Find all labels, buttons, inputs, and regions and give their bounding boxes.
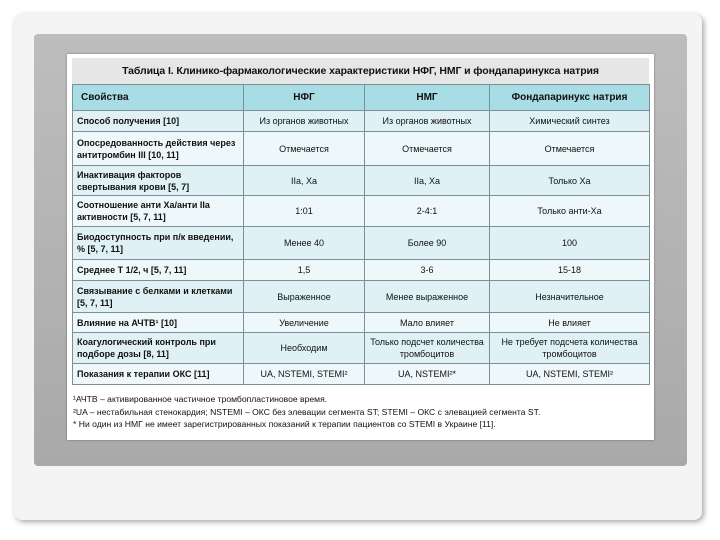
column-header: Свойства — [73, 85, 244, 111]
value-cell: Не требует подсчета количества тромбоцитов — [490, 333, 650, 364]
value-cell: Выраженное — [244, 281, 365, 313]
value-cell: IIа, Ха — [365, 166, 490, 196]
value-cell: Отмечается — [365, 132, 490, 166]
table-row — [73, 227, 650, 260]
value-cell: 2-4:1 — [365, 196, 490, 227]
property-cell: Связывание с белками и клетками [5, 7, 11] — [73, 281, 244, 313]
column-header: Фондапаринукс натрия — [490, 85, 650, 111]
property-cell: Биодоступность при п/к введении, % [5, 7, 11] — [73, 227, 244, 260]
property-cell: Влияние на АЧТВ¹ [10] — [73, 313, 244, 333]
property-cell: Показания к терапии ОКС [11] — [73, 364, 244, 385]
property-cell: Инактивация факторов свертывания крови [5, 7] — [73, 166, 244, 196]
property-cell: Среднее T 1/2, ч [5, 7, 11] — [73, 260, 244, 281]
value-cell: Отмечается — [244, 132, 365, 166]
table-row — [73, 260, 650, 281]
value-cell: UA, NSTEMI²* — [365, 364, 490, 385]
property-cell: Соотношение анти Ха/анти IIа активности [5, 7, 11] — [73, 196, 244, 227]
value-cell: Не влияет — [490, 313, 650, 333]
value-cell: Только подсчет количества тромбоцитов — [365, 333, 490, 364]
table-row — [73, 196, 650, 227]
value-cell: Мало влияет — [365, 313, 490, 333]
footnote: * Ни один из НМГ не имеет зарегистрированных показаний к терапии пациентов со STEMI в Украине [11]. — [73, 419, 496, 429]
column-header: НФГ — [244, 85, 365, 111]
table-row — [73, 364, 650, 385]
property-cell: Опосредованность действия через антитромбин III [10, 11] — [73, 132, 244, 166]
table-title: Таблица I. Клинико-фармакологические характеристики НФГ, НМГ и фондапаринукса натрия — [72, 58, 649, 84]
value-cell: UA, NSTEMI, STEMI² — [244, 364, 365, 385]
table-row — [73, 111, 650, 132]
table-footnotes — [73, 393, 651, 431]
property-cell: Способ получения [10] — [73, 111, 244, 132]
table-row — [73, 313, 650, 333]
document-image — [67, 54, 654, 440]
value-cell: 100 — [490, 227, 650, 260]
value-cell: Из органов животных — [365, 111, 490, 132]
table-row — [73, 281, 650, 313]
pharmacology-table — [72, 84, 650, 385]
value-cell: 1,5 — [244, 260, 365, 281]
value-cell: Увеличение — [244, 313, 365, 333]
footnote: ¹АЧТВ – активированное частичное тромбопластиновое время. — [73, 394, 328, 404]
value-cell: Только анти-Ха — [490, 196, 650, 227]
value-cell: Необходим — [244, 333, 365, 364]
value-cell: Менее выраженное — [365, 281, 490, 313]
value-cell: Химический синтез — [490, 111, 650, 132]
value-cell: 15-18 — [490, 260, 650, 281]
value-cell: 1:01 — [244, 196, 365, 227]
footnote: ²UA – нестабильная стенокардия; NSTEMI – ОКС без элевации сегмента ST; STEMI – ОКС с элевацией сегмента ST. — [73, 406, 541, 417]
value-cell: Менее 40 — [244, 227, 365, 260]
table-header-row — [73, 85, 650, 111]
value-cell: UA, NSTEMI, STEMI² — [490, 364, 650, 385]
value-cell: Более 90 — [365, 227, 490, 260]
table-row — [73, 132, 650, 166]
value-cell: 3-6 — [365, 260, 490, 281]
value-cell: IIа, Ха — [244, 166, 365, 196]
property-cell: Коагулогический контроль при подборе дозы [8, 11] — [73, 333, 244, 364]
value-cell: Из органов животных — [244, 111, 365, 132]
value-cell: Только Ха — [490, 166, 650, 196]
value-cell: Незначительное — [490, 281, 650, 313]
column-header: НМГ — [365, 85, 490, 111]
table-row — [73, 166, 650, 196]
value-cell: Отмечается — [490, 132, 650, 166]
table-row — [73, 333, 650, 364]
